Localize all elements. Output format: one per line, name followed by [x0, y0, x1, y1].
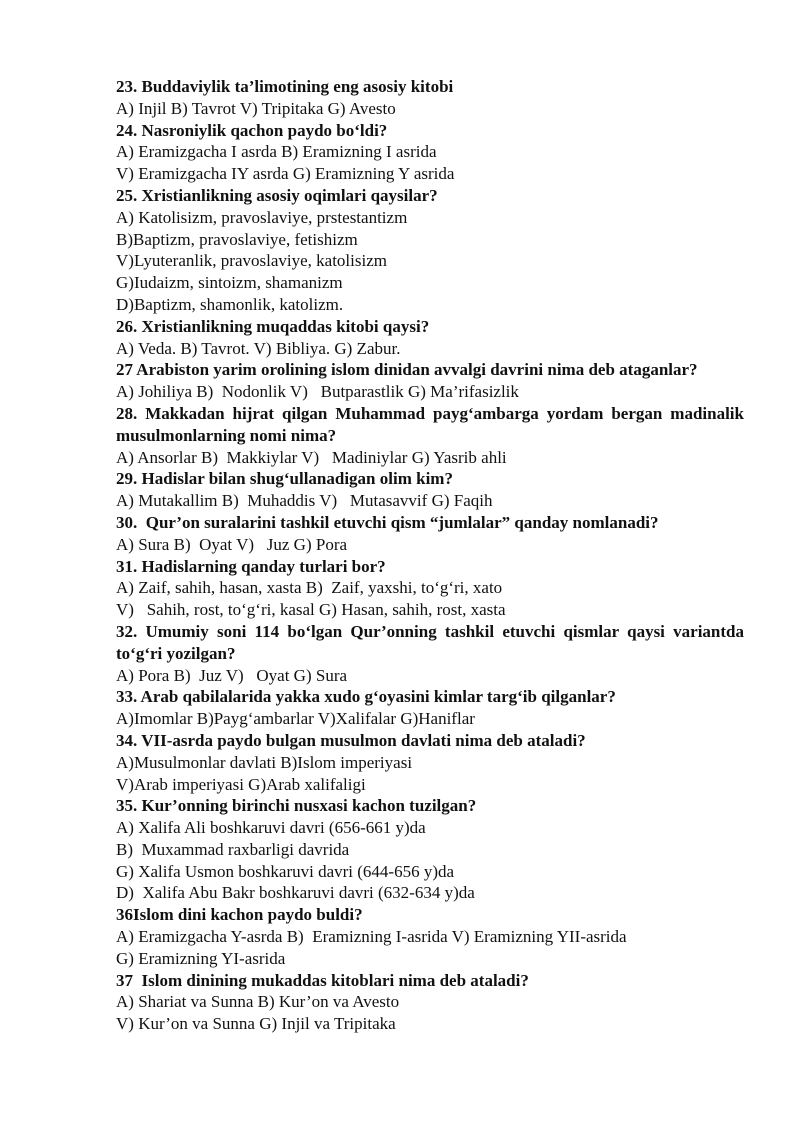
answer-line: A) Xalifa Ali boshkaruvi davri (656-661 y)da: [116, 818, 426, 838]
answer-line: A) Mutakallim B) Muhaddis V) Mutasavvif G) Faqih: [116, 491, 493, 511]
answer-line: A) Sura B) Oyat V) Juz G) Pora: [116, 534, 348, 554]
question-block: [116, 403, 744, 468]
answer-line: A) Shariat va Sunna B) Kur’on va Avesto: [116, 992, 400, 1012]
answer-line: A) Injil B) Tavrot V) Tripitaka G) Avesto: [116, 98, 396, 118]
answer-line: V) Kur’on va Sunna G) Injil va Tripitaka: [116, 1014, 396, 1034]
question-block: [116, 468, 744, 512]
question-block: [116, 730, 744, 795]
question-text: 32. Umumiy soni 114 bo‘lgan Qur’onning tashkil etuvchi qismlar qaysi variantda to‘g‘ri yozilgan?: [116, 621, 744, 663]
answer-line: A) Eramizgacha Y-asrda B) Eramizning I-asrida V) Eramizning YII-asrida: [116, 927, 627, 947]
question-text: 30. Qur’on suralarini tashkil etuvchi qism “jumlalar” qanday nomlanadi?: [116, 512, 659, 532]
answer-line: V)Lyuteranlik, pravoslaviye, katolisizm: [116, 251, 387, 271]
answer-line: B)Baptizm, pravoslaviye, fetishizm: [116, 229, 358, 249]
answer-line: D)Baptizm, shamonlik, katolizm.: [116, 294, 344, 314]
question-block: [116, 795, 744, 904]
question-text: 37 Islom dinining mukaddas kitoblari nima deb ataladi?: [116, 970, 529, 990]
answer-line: V) Sahih, rost, to‘g‘ri, kasal G) Hasan, sahih, rost, xasta: [116, 600, 506, 620]
question-block: [116, 686, 744, 730]
question-block: [116, 359, 744, 403]
question-block: [116, 316, 744, 360]
question-block: [116, 120, 744, 185]
answer-line: V) Eramizgacha IY asrda G) Eramizning Y asrida: [116, 164, 455, 184]
answer-line: A) Ansorlar B) Makkiylar V) Madiniylar G) Yasrib ahli: [116, 447, 507, 467]
question-text: 25. Xristianlikning asosiy oqimlari qaysilar?: [116, 185, 438, 205]
question-text: 31. Hadislarning qanday turlari bor?: [116, 556, 386, 576]
answer-line: A) Johiliya B) Nodonlik V) Butparastlik G) Ma’rifasizlik: [116, 382, 519, 402]
question-text: 24. Nasroniylik qachon paydo bo‘ldi?: [116, 120, 388, 140]
question-text: 23. Buddaviylik ta’limotining eng asosiy kitobi: [116, 77, 454, 96]
answer-line: A)Musulmonlar davlati B)Islom imperiyasi: [116, 752, 413, 772]
answer-line: A) Veda. B) Tavrot. V) Bibliya. G) Zabur.: [116, 338, 401, 358]
question-text: 26. Xristianlikning muqaddas kitobi qaysi?: [116, 316, 430, 336]
question-block: [116, 185, 744, 316]
question-block: [116, 904, 744, 969]
answer-line: A) Katolisizm, pravoslaviye, prstestantizm: [116, 207, 408, 227]
question-text: 34. VII-asrda paydo bulgan musulmon davlati nima deb ataladi?: [116, 730, 586, 750]
question-block: [116, 76, 744, 120]
document-page: [116, 76, 744, 1035]
answer-line: G)Iudaizm, sintoizm, shamanizm: [116, 273, 343, 293]
question-text: 36Islom dini kachon paydo buldi?: [116, 905, 363, 925]
question-block: [116, 970, 744, 1035]
question-block: [116, 556, 744, 621]
answer-line: A) Eramizgacha I asrda B) Eramizning I asrida: [116, 142, 437, 162]
question-text: 33. Arab qabilalarida yakka xudo g‘oyasini kimlar targ‘ib qilganlar?: [116, 687, 616, 707]
answer-line: V)Arab imperiyasi G)Arab xalifaligi: [116, 774, 366, 794]
question-block: [116, 512, 744, 556]
answer-line: A) Pora B) Juz V) Oyat G) Sura: [116, 665, 348, 685]
answer-line: A)Imomlar B)Payg‘ambarlar V)Xalifalar G)Haniflar: [116, 709, 475, 729]
question-text: 35. Kur’onning birinchi nusxasi kachon tuzilgan?: [116, 796, 477, 816]
question-text: 28. Makkadan hijrat qilgan Muhammad payg‘ambarga yordam bergan madinalik musulmonlarning nomi nima?: [116, 403, 744, 445]
answer-line: A) Zaif, sahih, hasan, xasta B) Zaif, yaxshi, to‘g‘ri, xato: [116, 578, 503, 598]
question-block: [116, 621, 744, 686]
question-text: 27 Arabiston yarim orolining islom dinidan avvalgi davrini nima deb ataganlar?: [116, 360, 698, 380]
answer-line: G) Eramizning YI-asrida: [116, 948, 286, 968]
answer-line: G) Xalifa Usmon boshkaruvi davri (644-656 y)da: [116, 861, 455, 881]
answer-line: B) Muxammad raxbarligi davrida: [116, 839, 350, 859]
answer-line: D) Xalifa Abu Bakr boshkaruvi davri (632-634 y)da: [116, 883, 475, 903]
question-text: 29. Hadislar bilan shug‘ullanadigan olim kim?: [116, 469, 453, 489]
